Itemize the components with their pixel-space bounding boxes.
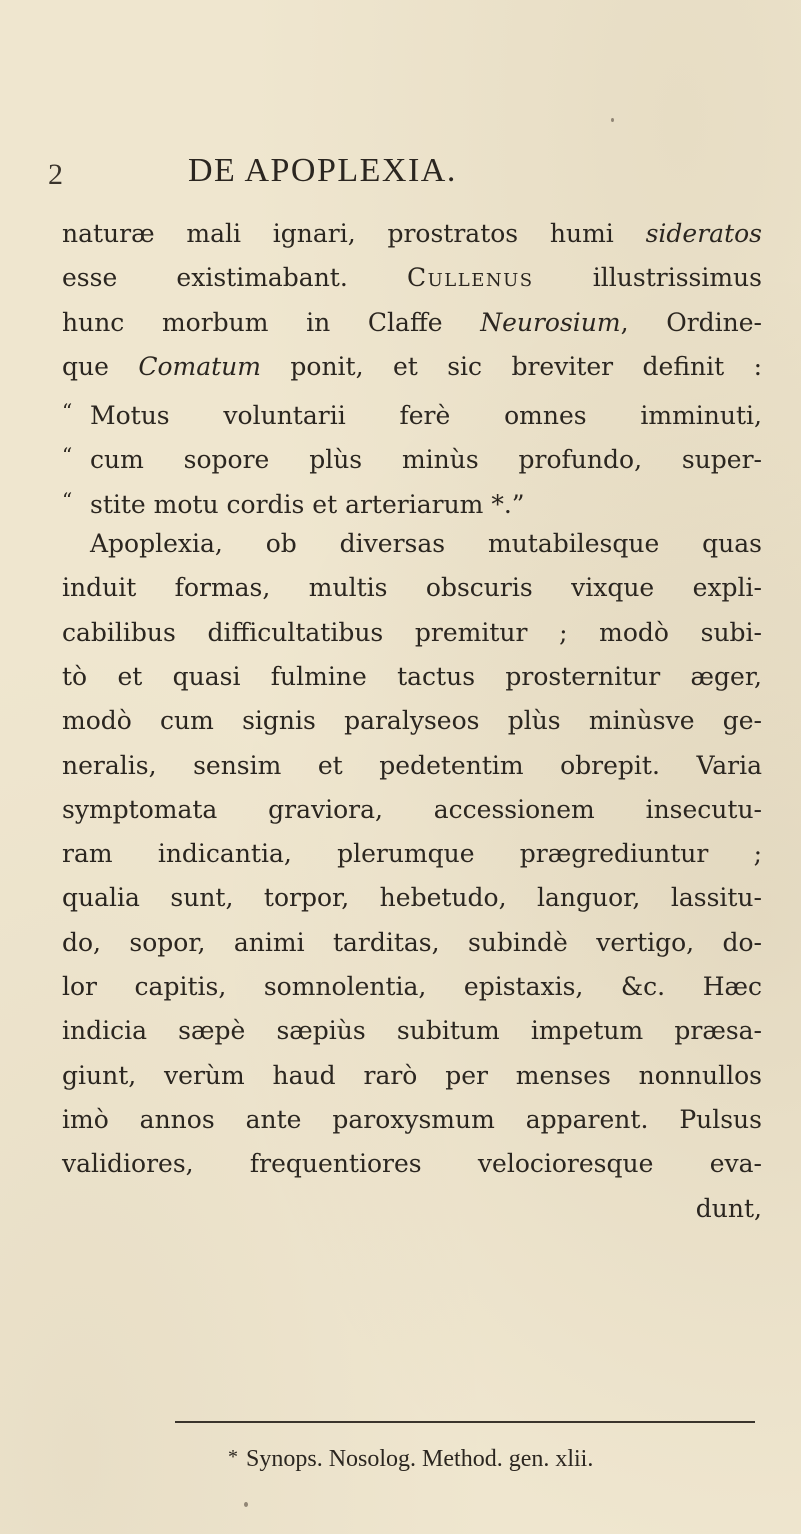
page-number: 2 xyxy=(48,158,63,191)
text-line: esse existimabant. Cullenus illustrissimus xyxy=(62,263,762,293)
catchword: dunt, xyxy=(695,1193,762,1223)
footnote-mark: * xyxy=(228,1446,238,1468)
page-header xyxy=(48,152,758,196)
quote-line: “ cum sopore plùs minùs profundo, super- xyxy=(62,443,762,475)
text-line: tò et quasi fulmine tactus prosternitur æger, xyxy=(62,661,762,691)
text-line: modò cum signis paralyseos plùs minùsve ge- xyxy=(62,706,762,736)
text-line: do, sopor, animi tarditas, subindè vertigo, do- xyxy=(62,927,762,957)
text-line: naturæ mali ignari, prostratos humi sideratos xyxy=(62,219,762,248)
text-line: qualia sunt, torpor, hebetudo, languor, lassitu- xyxy=(62,883,762,913)
body-text xyxy=(62,212,762,1231)
paper-speck xyxy=(244,1502,248,1507)
author-name: Cullenus xyxy=(407,263,534,293)
footnote-divider xyxy=(175,1421,755,1423)
text-line: imò annos ante paroxysmum apparent. Pulsus xyxy=(62,1104,762,1134)
quote-line: “ Motus voluntarii ferè omnes imminuti, xyxy=(62,399,762,431)
text-line: induit formas, multis obscuris vixque expli- xyxy=(62,573,762,603)
text-line: lor capitis, somnolentia, epistaxis, &c. Hæc xyxy=(62,972,762,1002)
text-line: giunt, verùm haud rarò per menses nonnullos xyxy=(62,1060,762,1090)
text-line: ram indicantia, plerumque prægrediuntur ; xyxy=(62,839,762,869)
running-title: DE APOPLEXIA. xyxy=(188,152,457,189)
text-line: hunc morbum in Claffe Neurosium, Ordine- xyxy=(62,307,762,337)
text-line: neralis, sensim et pedetentim obrepit. Varia xyxy=(62,750,762,780)
quote-line: “ stite motu cordis et arteriarum *.” xyxy=(62,487,525,519)
text-line: symptomata graviora, accessionem insecutu- xyxy=(62,794,762,824)
text-line: validiores, frequentiores velocioresque eva- xyxy=(62,1149,762,1179)
footnote xyxy=(228,1446,593,1473)
text-line: cabilibus difficultatibus premitur ; modò subi- xyxy=(62,617,762,647)
text-line: que Comatum ponit, et sic breviter definit : xyxy=(62,351,762,381)
footnote-text: Synops. Nosolog. Method. gen. xlii. xyxy=(246,1446,594,1472)
text-line: Apoplexia, ob diversas mutabilesque quas xyxy=(90,529,762,559)
text-line: indicia sæpè sæpiùs subitum impetum præsa- xyxy=(62,1016,762,1046)
paper-speck xyxy=(611,118,614,122)
